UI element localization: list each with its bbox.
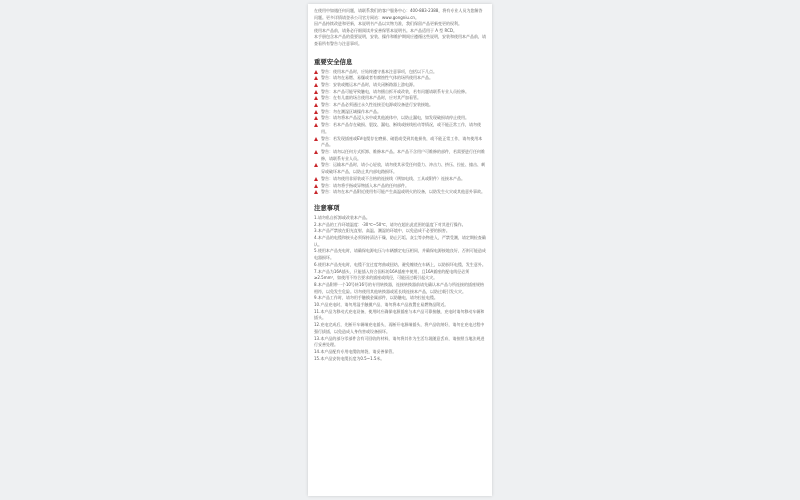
warning-text: 警告：在有儿童的场合使用本产品时，应对其严加看管。 bbox=[321, 95, 421, 101]
manual-content bbox=[308, 4, 492, 362]
warning-item bbox=[314, 189, 486, 196]
note-item: 10.产品充电时，请勿用湿手触摸产品，请勿将本产品放置在易燃物品附近。 bbox=[314, 302, 449, 308]
warning-text: 警告：若发现插座或EV电缆存在磨损、破裂或受到其他损伤，或不能正常工作，请勿使用本产品。 bbox=[321, 135, 483, 148]
warning-text: 警告：本产品可能导致触电，请勿擅自拆开或改装，若有问题请联系专业人员检修。 bbox=[321, 88, 469, 94]
note-item: 5.使用本产品充电时，请确保电源电压与车辆额定电压相同，并确保电源接地良好，否则可能造成电器损坏。 bbox=[314, 248, 486, 261]
warning-text: 警告：请勿在易燃、易爆或者有腐蚀性气体的场所使用本产品。 bbox=[321, 75, 433, 81]
warning-triangle-icon bbox=[314, 76, 318, 80]
warning-triangle-icon bbox=[314, 177, 318, 181]
warning-item bbox=[314, 136, 486, 149]
warning-text: 警告：使用本产品时，应始终遵守基本注意事项，包括以下几点。 bbox=[321, 68, 437, 74]
warning-text: 警告：请勿将本产品浸入水中或其他液体中，以防止漏电，如发现破损请停止使用。 bbox=[321, 115, 469, 121]
intro-line: 在使用中如遇任何问题，请联系我们的客户服务中心：400-883-2388，将有专业人员为您解答问题。更多详情请登录公司官方网站：www.gongniu.cn。 bbox=[314, 8, 483, 20]
warning-text: 警告：运输本产品时，请小心轻放，请勿使其承受任何重力、冲击力、挤压、拉扯、撞击、刺穿或破坏本产品，以防止其内部电路损坏。 bbox=[321, 162, 485, 175]
notes-section-title: 注意事项 bbox=[314, 203, 340, 212]
intro-line: 本手册包含本产品的重要说明，安装、操作和维护期间应遵循这些说明，安装和使用本产品前，请查看所有警告与注意事项。 bbox=[314, 34, 486, 46]
warning-item bbox=[314, 82, 486, 89]
note-item: 4.本产品的电缆和接头必须保持清洁干燥，防止污垢、灰尘等杂物进入，严禁受潮，请定期检查确认。 bbox=[314, 235, 486, 247]
warning-item bbox=[314, 176, 486, 183]
manual-page bbox=[308, 4, 492, 496]
warning-item bbox=[314, 75, 486, 82]
note-item: 13.本产品的部分零部件含有可回收的材料，请勿将其作为生活垃圾随意丢弃，请按照当地法规进行妥善处理。 bbox=[314, 335, 485, 348]
warning-triangle-icon bbox=[314, 83, 318, 87]
note-item: 9.本产品工作时，请勿用手触摸金属部件，以防触电，请勿拉扯电缆。 bbox=[314, 295, 438, 301]
note-item: 8.本产品附带一个10号转16号的专用转换器，连接转换器前请先确认本产品与所连接的插座规格相符，以免发生危险。切勿使用其他转换器或延长线连接本产品，以防过载引发火灾。 bbox=[314, 281, 484, 294]
warning-item bbox=[314, 122, 486, 135]
warning-triangle-icon bbox=[314, 70, 318, 74]
note-item: 11.本产品为移动式充电设备，使用时应确保电源插座与本产品可靠接触，充电时请勿移动车辆和插头。 bbox=[314, 308, 485, 321]
safety-section-title: 重要安全信息 bbox=[314, 57, 353, 66]
warning-text: 警告：请勿在本产品附近使用有可能产生高温或明火的设备，以防发生火灾或其他意外事故。 bbox=[321, 189, 485, 195]
note-item: 2.本产品的工作环境温度：-30℃~50℃，请勿在超出此范围的温度下对其进行操作。 bbox=[314, 221, 466, 227]
warning-triangle-icon bbox=[314, 123, 318, 127]
warning-item bbox=[314, 162, 486, 175]
warning-triangle-icon bbox=[314, 90, 318, 94]
warning-item bbox=[314, 149, 486, 162]
warning-triangle-icon bbox=[314, 163, 318, 167]
warning-triangle-icon bbox=[314, 110, 318, 114]
notes-list bbox=[314, 215, 486, 362]
note-item: 12.充电完成后，先断开车辆端充电插头，再断开电源端插头，将产品收纳好，请勿在充电过程中强行拔插，以免造成人身伤害或设备损坏。 bbox=[314, 322, 485, 334]
note-item: 14.本产品配有专用电缆收纳袋，请妥善保管。 bbox=[314, 348, 397, 354]
warning-text: 警告：安装或搬运本产品时，请关闭断路器上游电源。 bbox=[321, 81, 417, 87]
warning-text: 警告：若本产品存在破损、裂纹、漏电、断线或接线松动等情况，或不能正常工作，请勿使用。 bbox=[321, 122, 481, 134]
warning-text: 警告：请勿使用非原装或不合格的连接线（例如电线、工具或附件）连接本产品。 bbox=[321, 175, 465, 181]
warning-triangle-icon bbox=[314, 96, 318, 100]
intro-paragraph bbox=[314, 8, 486, 48]
warning-triangle-icon bbox=[314, 103, 318, 107]
note-item: 1.请勿私自拆卸或改装本产品。 bbox=[314, 214, 370, 220]
warning-triangle-icon bbox=[314, 150, 318, 154]
warning-triangle-icon bbox=[314, 184, 318, 188]
warning-list bbox=[314, 69, 486, 196]
note-item: 3.本产品严禁放在阳光直射、高温、潮湿的环境中，以免造成不必要的损害。 bbox=[314, 228, 450, 234]
warning-triangle-icon bbox=[314, 116, 318, 120]
warning-text: 警告：请勿将手指或异物插入本产品的任何部件。 bbox=[321, 182, 409, 188]
warning-text: 警告：请勿以任何方式拆卸、维修本产品。本产品不含用户可维修的部件，若需要进行任何维修，请联系专业人员。 bbox=[321, 149, 485, 161]
warning-text: 警告：本产品必须通过永久性连接至电源或设备进行安装接地。 bbox=[321, 102, 433, 108]
intro-line: 因产品持续改进和更新，本说明书产品以实物为准，我们保留产品更新变更的权利。 bbox=[314, 21, 462, 27]
intro-line: 使用本产品前，请务必仔细阅读并妥善保管本说明书。本产品适用于 A 型 RCD。 bbox=[314, 27, 458, 33]
warning-triangle-icon bbox=[314, 137, 318, 141]
note-item: 7.本产品为16A插头，只能插入符合国标的16A插座中使用，且16A插座的配电线径必须≥2.5mm²，如使用不符合要求的插座或线径，可能因过载引起火灾。 bbox=[314, 268, 470, 281]
note-item: 15.本产品安装电缆长度为0.5~1.5米。 bbox=[314, 355, 385, 361]
warning-triangle-icon bbox=[314, 190, 318, 194]
note-item: 6.使用本产品充电时，电缆不宜过度弯曲或扭结，避免缠绕在车辆上，以防损坏电缆，发生意外。 bbox=[314, 261, 486, 267]
warning-text: 警告：勿在潮湿区域操作本产品。 bbox=[321, 108, 381, 114]
warning-item bbox=[314, 102, 486, 109]
